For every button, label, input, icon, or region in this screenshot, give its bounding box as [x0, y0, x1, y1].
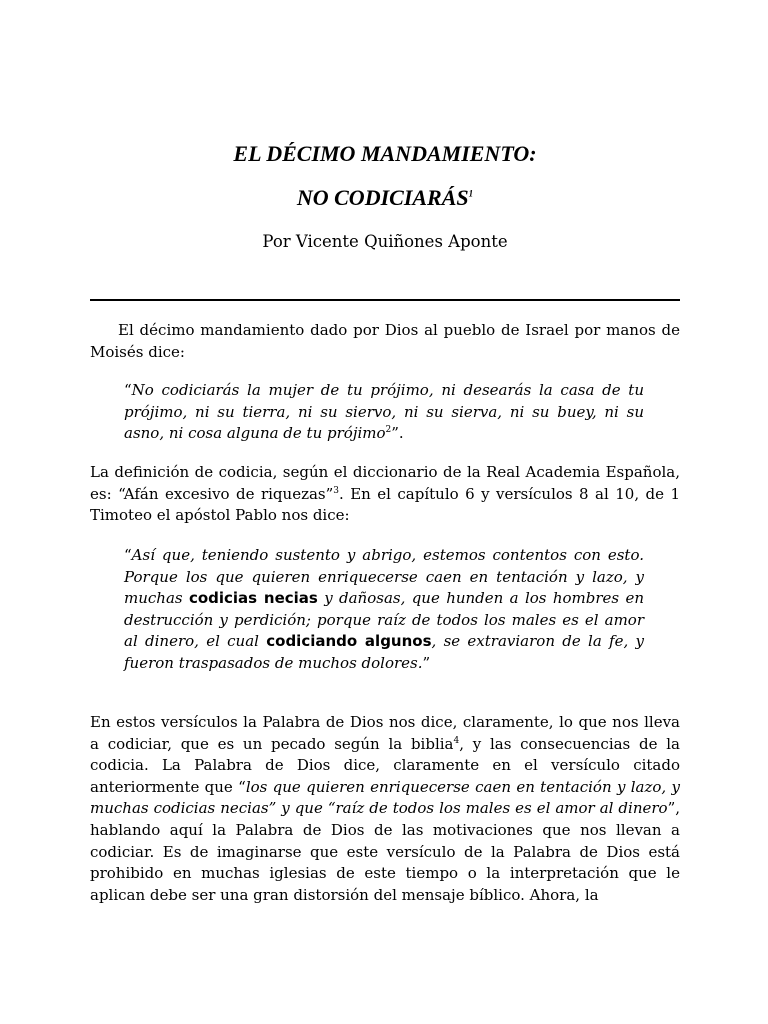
quote-bold-b: codiciando algunos [266, 632, 432, 651]
quote-text-b: y dañosas, que hunden a los hombres en destrucción y perdición; porque raíz de todos los males es el amor al dinero, el cual [124, 589, 644, 651]
footnote-ref-1[interactable]: 1 [468, 188, 474, 199]
quote-text: No codiciarás la mujer de tu prójimo, ni desearás la casa de tu prójimo, ni su tierra, ni su siervo, ni su sierva, ni su buey, ni su asno, ni cosa alguna de tu prójimo [124, 381, 644, 443]
quote-bold-a: codicias necias [188, 589, 318, 608]
paragraph-3-text-a: En estos versículos la Palabra de Dios nos dice, claramente, lo que nos lleva a codiciar, que es un pecado según la biblia [90, 713, 680, 753]
quote-close-mark: ” [422, 653, 431, 672]
paragraph-2-text-after: . En el capítulo 6 y versículos 8 al 10, de 1 Timoteo el apóstol Pablo nos dice: [90, 484, 680, 525]
quote-text-a: Así que, teniendo sustento y abrigo, estemos contentos con esto. Porque los que quieren enriquecerse caen en tentación y lazo, y muchas [124, 546, 644, 608]
blockquote-exodus [124, 380, 644, 445]
title-line-2-text: NO CODICIARÁS [296, 185, 469, 210]
paragraph-2 [90, 462, 680, 527]
header-divider [90, 299, 680, 301]
title-line-1-text: EL DÉCIMO MANDAMIENTO: [233, 141, 537, 166]
quote-open-mark: “ [124, 546, 132, 564]
paragraph-3 [90, 712, 680, 906]
footnote-ref-3[interactable]: 3 [333, 485, 340, 496]
footnote-ref-2[interactable]: 2 [385, 425, 392, 436]
paragraph-2-text: La definición de codicia, según el diccionario de la Real Academia Española, es: “Afán excesivo de riquezas” [90, 463, 680, 503]
title-line-2 [90, 185, 680, 211]
title-line-1 [90, 141, 680, 167]
blockquote-timothy [124, 545, 644, 675]
quote-close-mark: ”. [391, 424, 404, 443]
paragraph-3-text-c: ”, hablando aquí la Palabra de Dios de las motivaciones que nos llevan a codiciar. Es de imaginarse que este versículo de la Palabra de Dios está prohibido en muchas iglesias de este tiempo o la interpretación que le aplican debe ser una gran distorsión del mensaje bíblico. Ahora, la [90, 799, 680, 904]
footnote-ref-4[interactable]: 4 [453, 735, 460, 746]
paragraph-1: El décimo mandamiento dado por Dios al pueblo de Israel por manos de Moisés dice: [90, 321, 680, 361]
author-line: Por Vicente Quiñones Aponte [262, 232, 508, 251]
quote-text-c: , se extraviaron de la fe, y fueron traspasados de muchos dolores. [124, 632, 644, 672]
paragraph-3-text-b: , y las consecuencias de la codicia. La Palabra de Dios dice, claramente en el versículo citado anteriormente que “ [90, 734, 680, 796]
paragraph-3-italic: los que quieren enriquecerse caen en tentación y lazo, y muchas codicias necias” y que “raíz de todos los males es el amor al dinero [90, 777, 680, 818]
quote-open-mark: “ [124, 381, 132, 399]
